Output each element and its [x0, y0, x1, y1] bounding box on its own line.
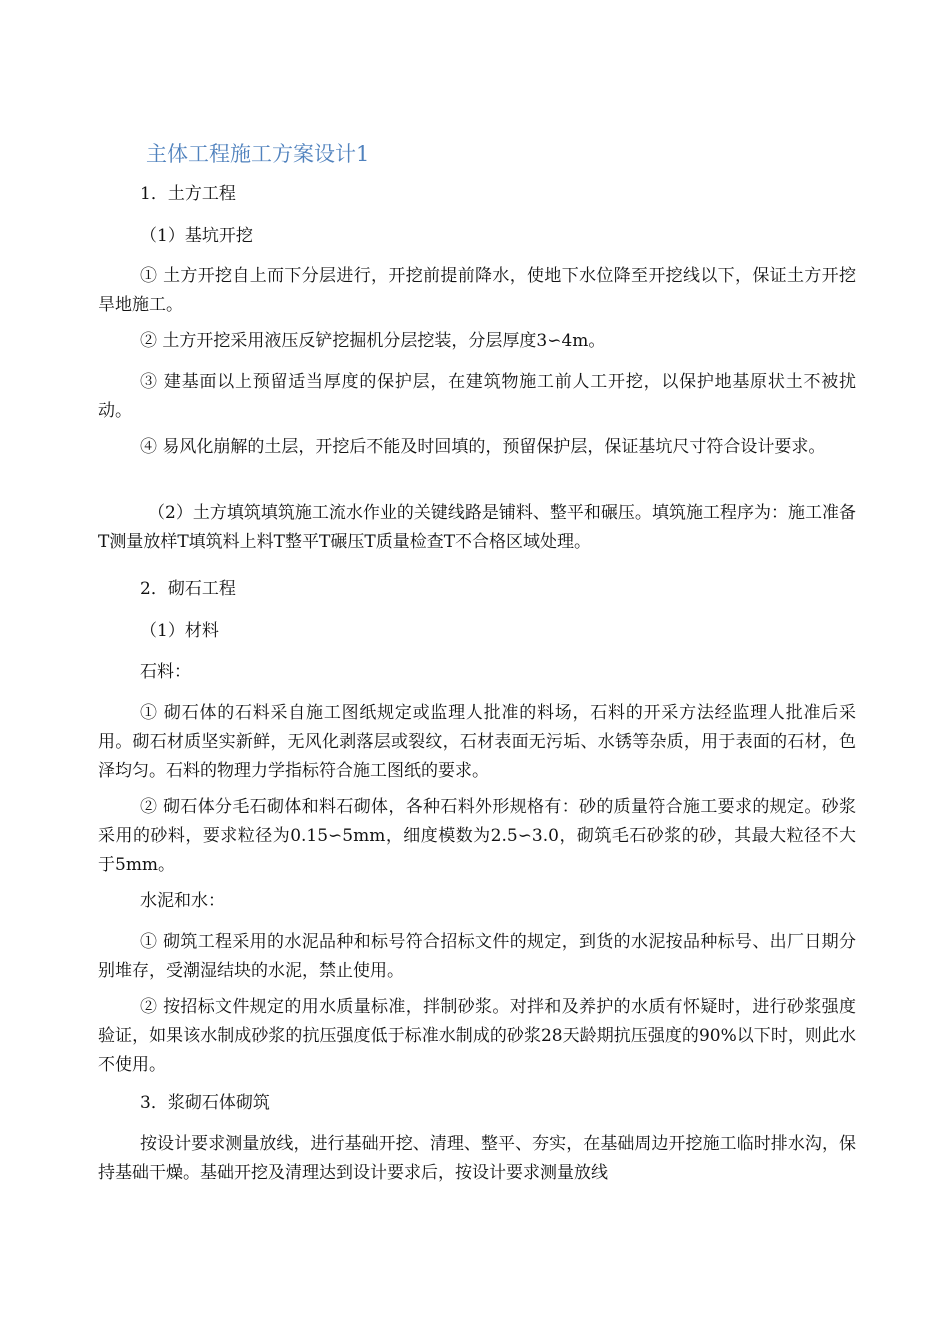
section-1-subheading-1: （1）基坑开挖	[140, 226, 253, 246]
paragraph-1-3: ③ 建基面以上预留适当厚度的保护层，在建筑物施工前人工开挖，以保护地基原状土不被扰动。	[98, 372, 856, 421]
paragraph-3-1: 按设计要求测量放线，进行基础开挖、清理、整平、夯实，在基础周边开挖施工临时排水沟，保持基础干燥。基础开挖及清理达到设计要求后，按设计要求测量放线	[98, 1134, 856, 1183]
section-2-heading: 2．砌石工程	[140, 579, 236, 599]
paragraph-2-4: ② 按招标文件规定的用水质量标准，拌制砂浆。对拌和及养护的水质有怀疑时，进行砂浆强度验证，如果该水制成砂浆的抗压强度低于标准水制成的砂浆28天龄期抗压强度的90%以下时，则此水不使用。	[98, 997, 856, 1075]
paragraph-2-3: ① 砌筑工程采用的水泥品种和标号符合招标文件的规定，到货的水泥按品种标号、出厂日期分别堆存，受潮湿结块的水泥，禁止使用。	[98, 932, 856, 981]
document-title: 主体工程施工方案设计1	[146, 142, 370, 166]
section-1-subheading-2: （2）土方填筑填筑施工流水作业的关键线路是铺料、整平和碾压。填筑施工程序为：施工准备T测量放样T填筑料上料T整平T碾压T质量检查T不合格区域处理。	[98, 503, 856, 552]
paragraph-1-4: ④ 易风化崩解的土层，开挖后不能及时回填的，预留保护层，保证基坑尺寸符合设计要求。	[140, 437, 826, 457]
cement-water-label: 水泥和水：	[140, 891, 225, 911]
paragraph-1-2: ② 土方开挖采用液压反铲挖掘机分层挖装，分层厚度3∽4m。	[140, 331, 606, 351]
paragraph-2-2: ② 砌石体分毛石砌体和料石砌体，各种石料外形规格有：砂的质量符合施工要求的规定。砂浆采用的砂料，要求粒径为0.15∽5mm，细度模数为2.5∽3.0，砌筑毛石砂浆的砂，其最大粒径不大于5mm。	[98, 797, 856, 875]
paragraph-1-1: ① 土方开挖自上而下分层进行，开挖前提前降水，使地下水位降至开挖线以下，保证土方开挖旱地施工。	[98, 266, 856, 315]
paragraph-2-1: ① 砌石体的石料采自施工图纸规定或监理人批准的料场，石料的开采方法经监理人批准后采用。砌石材质坚实新鲜，无风化剥落层或裂纹，石材表面无污垢、水锈等杂质，用于表面的石材，色泽均匀。石料的物理力学指标符合施工图纸的要求。	[98, 703, 856, 781]
section-1-heading: 1．土方工程	[140, 184, 236, 204]
stone-label: 石料：	[140, 662, 191, 682]
section-3-heading: 3．浆砌石体砌筑	[140, 1093, 270, 1113]
section-2-subheading-1: （1）材料	[140, 621, 219, 641]
